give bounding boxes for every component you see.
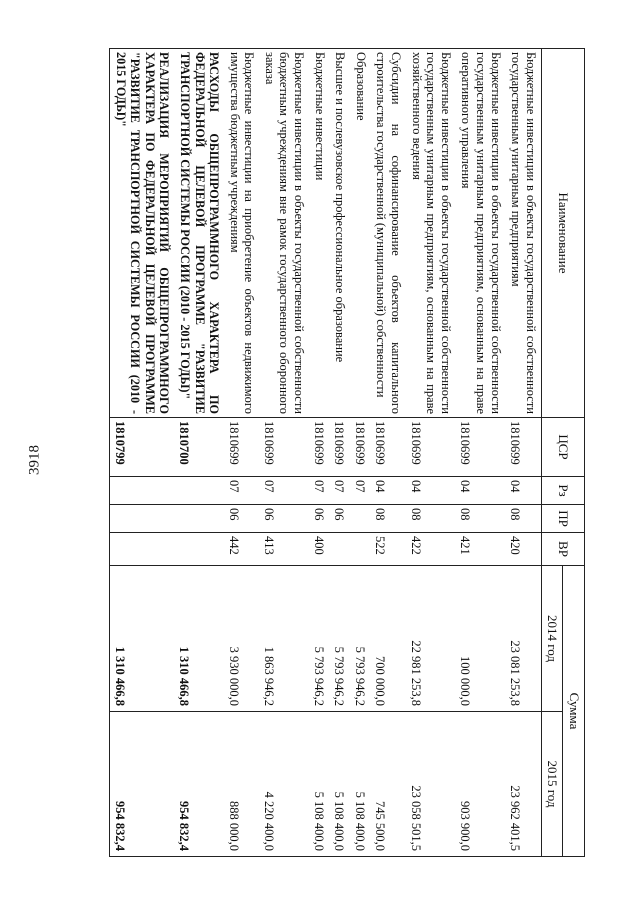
row-pr: 06 xyxy=(330,505,351,533)
row-csr: 1810699 xyxy=(309,418,330,477)
row-pr: 08 xyxy=(456,505,506,533)
row-rz: 07 xyxy=(309,477,330,505)
row-name: Субсидии на софинансирование объектов капитального строительства государственной (муниципальной) собственности xyxy=(371,49,406,418)
row-name: Бюджетные инвестиции в объекты государственной собственности государственным унитарным предприятиям xyxy=(506,49,542,418)
row-csr: 1810699 xyxy=(371,418,406,477)
row-rz: 04 xyxy=(406,477,456,505)
row-sum-2015: 903 900,0 xyxy=(456,712,506,857)
row-sum-2015: 23 058 501,5 xyxy=(406,712,456,857)
table-row xyxy=(309,49,330,857)
row-csr: 1810699 xyxy=(350,418,371,477)
row-name: РЕАЛИЗАЦИЯ МЕРОПРИЯТИЙ ОБЩЕПРОГРАММНОГО ХАРАКТЕРА ПО ФЕДЕРАЛЬНОЙ ЦЕЛЕВОЙ ПРОГРАММЕ "РАЗВИТИЕ ТРАНСПОРТНОЙ СИСТЕМЫ РОССИИ (2010 - 2015 ГОДЫ)" xyxy=(109,49,174,418)
row-sum-2014: 3 930 000,0 xyxy=(224,566,259,712)
table-row xyxy=(456,49,506,857)
row-pr: 08 xyxy=(506,505,542,533)
row-vr: 421 xyxy=(456,533,506,566)
row-rz: 04 xyxy=(506,477,542,505)
row-csr: 1810699 xyxy=(224,418,259,477)
header-row-top xyxy=(563,49,585,857)
row-sum-2014: 1 310 466,8 xyxy=(109,566,174,712)
header-rz: Рз xyxy=(541,477,584,505)
row-csr: 1810699 xyxy=(406,418,456,477)
page-number-text: 3918 xyxy=(26,445,43,475)
row-pr: 06 xyxy=(259,505,309,533)
header-vr: ВР xyxy=(541,533,584,566)
row-sum-2015: 954 832,4 xyxy=(109,712,174,857)
table-row xyxy=(406,49,456,857)
row-vr: 420 xyxy=(506,533,542,566)
row-name: Бюджетные инвестиции в объекты государственной собственности государственным унитарным предприятиям, основанным на праве оперативного управления xyxy=(456,49,506,418)
row-name: Бюджетные инвестиции xyxy=(309,49,330,418)
row-vr xyxy=(330,533,351,566)
row-csr: 1810699 xyxy=(330,418,351,477)
row-sum-2014: 1 863 946,2 xyxy=(259,566,309,712)
row-vr: 422 xyxy=(406,533,456,566)
page-number xyxy=(20,445,50,475)
row-sum-2015: 5 108 400,0 xyxy=(330,712,351,857)
row-name: Бюджетные инвестиции на приобретение объектов недвижимого имущества бюджетным учреждениям xyxy=(224,49,259,418)
row-sum-2014: 5 793 946,2 xyxy=(350,566,371,712)
row-name: Высшее и послевузовское профессиональное образование xyxy=(330,49,351,418)
row-pr xyxy=(109,505,174,533)
header-2015: 2015 год xyxy=(541,712,563,857)
row-name: Образование xyxy=(350,49,371,418)
row-name: Бюджетные инвестиции в объекты государственной собственности государственным унитарным предприятиям, основанным на праве хозяйственного ведения xyxy=(406,49,456,418)
row-vr: 400 xyxy=(309,533,330,566)
table-row xyxy=(350,49,371,857)
row-pr: 06 xyxy=(309,505,330,533)
row-sum-2015: 4 220 400,0 xyxy=(259,712,309,857)
row-vr xyxy=(350,533,371,566)
table-row xyxy=(224,49,259,857)
row-rz: 07 xyxy=(350,477,371,505)
header-csr: ЦСР xyxy=(541,418,584,477)
row-csr: 1810699 xyxy=(456,418,506,477)
budget-table xyxy=(109,48,585,857)
table-row xyxy=(174,49,224,857)
row-csr: 1810699 xyxy=(259,418,309,477)
row-sum-2014: 1 310 466,8 xyxy=(174,566,224,712)
row-sum-2015: 5 108 400,0 xyxy=(309,712,330,857)
row-name: РАСХОДЫ ОБЩЕПРОГРАММНОГО ХАРАКТЕРА ПО ФЕДЕРАЛЬНОЙ ЦЕЛЕВОЙ ПРОГРАММЕ "РАЗВИТИЕ ТРАНСПОРТНОЙ СИСТЕМЫ РОССИИ (2010 - 2015 ГОДЫ)" xyxy=(174,49,224,418)
table-row xyxy=(371,49,406,857)
row-sum-2015: 5 108 400,0 xyxy=(350,712,371,857)
table-row xyxy=(506,49,542,857)
row-vr xyxy=(174,533,224,566)
row-csr: 1810799 xyxy=(109,418,174,477)
row-sum-2014: 22 981 253,8 xyxy=(406,566,456,712)
header-2014: 2014 год xyxy=(541,566,563,712)
header-sum: Сумма xyxy=(563,566,585,857)
row-vr xyxy=(109,533,174,566)
row-rz: 07 xyxy=(259,477,309,505)
row-vr: 442 xyxy=(224,533,259,566)
row-sum-2014: 23 081 253,8 xyxy=(506,566,542,712)
table-row xyxy=(109,49,174,857)
row-vr: 413 xyxy=(259,533,309,566)
table-row xyxy=(259,49,309,857)
header-pr: ПР xyxy=(541,505,584,533)
row-sum-2014: 700 000,0 xyxy=(371,566,406,712)
row-sum-2014: 100 000,0 xyxy=(456,566,506,712)
row-pr: 08 xyxy=(406,505,456,533)
row-csr: 1810699 xyxy=(506,418,542,477)
row-vr: 522 xyxy=(371,533,406,566)
row-pr: 06 xyxy=(224,505,259,533)
header-name: Наименование xyxy=(541,49,584,418)
row-rz xyxy=(174,477,224,505)
row-rz: 07 xyxy=(224,477,259,505)
row-sum-2014: 5 793 946,2 xyxy=(309,566,330,712)
row-name: Бюджетные инвестиции в объекты государственной собственности бюджетным учреждениям вне рамок государственного оборонного заказа xyxy=(259,49,309,418)
row-csr: 1810700 xyxy=(174,418,224,477)
row-rz xyxy=(109,477,174,505)
row-pr: 08 xyxy=(371,505,406,533)
row-sum-2015: 23 962 401,5 xyxy=(506,712,542,857)
table-body xyxy=(109,49,541,857)
row-rz: 04 xyxy=(371,477,406,505)
budget-table-page xyxy=(95,48,585,856)
row-rz: 04 xyxy=(456,477,506,505)
row-rz: 07 xyxy=(330,477,351,505)
row-sum-2015: 745 500,0 xyxy=(371,712,406,857)
row-sum-2014: 5 793 946,2 xyxy=(330,566,351,712)
row-pr xyxy=(174,505,224,533)
table-row xyxy=(330,49,351,857)
row-sum-2015: 954 832,4 xyxy=(174,712,224,857)
row-sum-2015: 888 000,0 xyxy=(224,712,259,857)
row-pr xyxy=(350,505,371,533)
